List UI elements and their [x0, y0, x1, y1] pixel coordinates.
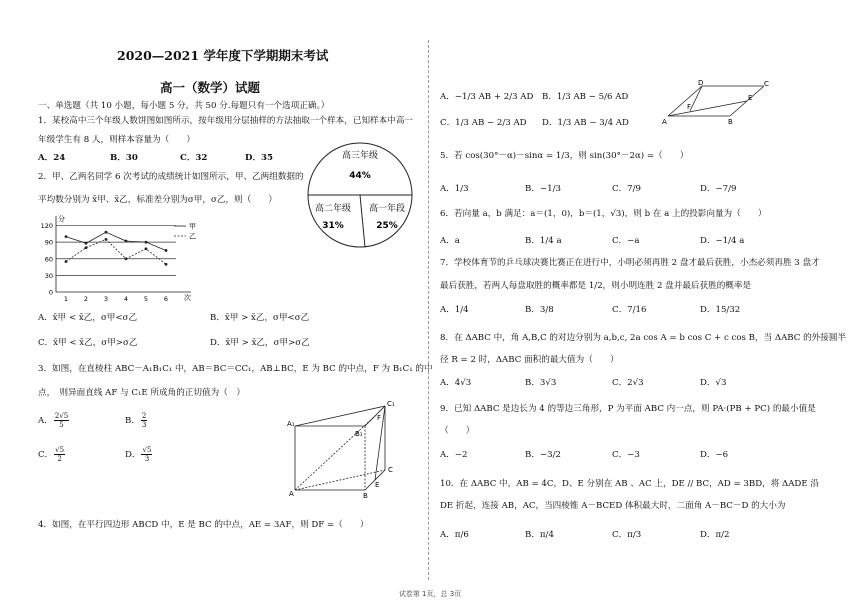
- q6-stem: 6．若向量 a，b 满足：a＝(1，0)，b＝(1，√3)，则 b 在 a 上的投影向量为（ ）: [440, 209, 767, 219]
- q5-stem: 5．若 cos(30°－α)－sinα = 1/3，则 sin(30°－2α) =（ ）: [440, 151, 689, 161]
- q5-option-a: A．1/3: [440, 184, 469, 194]
- svg-text:B: B: [363, 492, 368, 498]
- svg-text:A: A: [662, 118, 667, 126]
- exam-title: 2020—2021 学年度下学期期末考试: [117, 48, 329, 63]
- svg-text:C: C: [388, 466, 393, 474]
- q3-option-d: D． $\frac{√5}{3}$: [125, 446, 152, 463]
- y-tick-label: 30: [44, 271, 53, 280]
- q7-option-b: B．3/8: [525, 305, 554, 315]
- svg-text:F: F: [687, 103, 692, 111]
- pie-label-grade1: 高一年段: [368, 204, 406, 214]
- q2-option-b: B．x̄甲 > x̄乙，σ甲<σ乙: [210, 313, 310, 323]
- q8-option-d: D．√3: [700, 378, 727, 388]
- q4-option-b: B．1/3 AB − 5/6 AD: [542, 92, 629, 102]
- svg-text:C₁: C₁: [387, 400, 395, 408]
- series-point-jia: [65, 235, 68, 238]
- q5-option-c: C．7/9: [612, 184, 641, 194]
- series-point-yi: [85, 246, 88, 249]
- q10-option-c: C．π/3: [612, 530, 642, 540]
- q8-option-c: C．2√3: [612, 378, 644, 388]
- q9-line2: （ ）: [440, 426, 475, 436]
- svg-text:E: E: [375, 481, 380, 489]
- q1-option-c: C．32: [180, 153, 208, 163]
- x-tick-label: 5: [143, 295, 149, 303]
- x-tick-label: 6: [163, 295, 169, 303]
- q6-option-b: B．1/4 a: [525, 236, 562, 246]
- q10-line2: DE 折起，连接 AB，AC，当四棱锥 A－BCED 体积最大时，二面角 A－BC－D 的大小为: [440, 501, 786, 511]
- q1-option-a: A．24: [38, 153, 66, 163]
- q8-line1: 8．在 ΔABC 中，角 A,B,C 的对边分别为 a,b,c, 2a cos A = b cos C + c cos B，当 ΔABC 的外接圆半: [440, 333, 847, 343]
- svg-text:A₁: A₁: [287, 420, 295, 428]
- section-header: 一、单选题（共 10 小题，每小题 5 分，共 50 分.每题只有一个选项正确。）: [38, 101, 330, 111]
- q4-option-c: C．1/3 AB − 2/3 AD: [440, 118, 527, 128]
- q7-line1: 7．学校体育节的乒乓球决赛比赛正在进行中，小明必须再胜 2 盘才最后获胜，小杰必须再胜 3 盘才: [440, 258, 820, 268]
- series-point-jia: [145, 241, 148, 244]
- score-line-chart: [36, 212, 206, 304]
- series-point-yi: [65, 260, 68, 263]
- series-point-yi: [165, 263, 168, 266]
- series-point-yi: [125, 257, 128, 260]
- svg-text:A: A: [289, 490, 294, 498]
- q3-option-b: B． $\frac{2}{3}$: [125, 412, 147, 429]
- q6-option-c: C．−a: [612, 236, 640, 246]
- q4-stem: 4．如图，在平行四边形 ABCD 中，E 是 BC 的中点，AE = 3AF，则 DF =（ ）: [38, 520, 369, 530]
- q2-option-c: C．x̄甲 < x̄乙，σ甲>σ乙: [38, 338, 138, 348]
- pie-chart: [305, 140, 415, 250]
- q7-option-c: C．7/16: [612, 305, 647, 315]
- q5-option-d: D．−7/9: [700, 184, 737, 194]
- q5-option-b: B．−1/3: [525, 184, 561, 194]
- legend-label-yi: 乙: [189, 232, 196, 241]
- svg-text:E: E: [748, 94, 753, 102]
- svg-text:D: D: [698, 79, 704, 87]
- q10-option-b: B．π/4: [525, 530, 554, 540]
- svg-text:F: F: [377, 414, 382, 422]
- q3-option-a: A． $\frac{2√5}{5}$: [38, 412, 69, 429]
- series-point-yi: [145, 247, 148, 250]
- y-tick-label: 90: [44, 238, 53, 247]
- q10-option-d: D．π/2: [700, 530, 730, 540]
- q10-option-a: A．π/6: [440, 530, 469, 540]
- pie-value-grade3: 44%: [349, 171, 371, 181]
- y-axis-label: 分: [58, 215, 65, 223]
- pie-value-grade2: 31%: [322, 221, 344, 231]
- q1-option-b: B．30: [110, 153, 138, 163]
- pie-label-grade3: 高三年级: [341, 151, 379, 161]
- x-tick-label: 1: [63, 295, 69, 303]
- q6-option-a: A．a: [440, 236, 460, 246]
- q2-option-a: A．x̄甲 < x̄乙，σ甲<σ乙: [38, 313, 138, 323]
- q6-option-d: D．−1/4 a: [700, 236, 745, 246]
- q8-line2: 径 R = 2 时，ΔABC 面积的最大值为（ ）: [440, 355, 619, 365]
- x-axis-label: 次: [184, 294, 191, 302]
- legend-label-jia: 甲: [189, 222, 196, 231]
- column-divider: [428, 40, 429, 580]
- q9-option-d: D．−6: [700, 450, 729, 460]
- svg-text:C: C: [764, 80, 769, 88]
- series-line-jia: [66, 232, 166, 250]
- q7-option-d: D．15/32: [700, 305, 741, 315]
- series-point-jia: [165, 249, 168, 252]
- parallelogram-figure: [660, 78, 775, 128]
- q7-line2: 最后获胜，若两人每盘取胜的概率都是 1/2，则小明连胜 2 盘并最后获胜的概率是: [440, 281, 752, 291]
- q9-option-c: C．−3: [612, 450, 640, 460]
- series-point-jia: [85, 242, 88, 245]
- prism-figure: [285, 398, 410, 498]
- y-tick-label: 60: [44, 255, 53, 264]
- q1-line2: 年级学生有 8 人，则样本容量为（ ）: [38, 135, 196, 145]
- q10-line1: 10．在 ΔABC 中，AB = 4C，D、E 分别在 AB 、AC 上，DE // BC，AD = 3BD，将 ΔADE 沿: [440, 479, 819, 489]
- pie-value-grade1: 25%: [376, 221, 398, 231]
- q4-option-a: A．−1/3 AB + 2/3 AD: [440, 92, 534, 102]
- q2-option-d: D．x̄甲 > x̄乙，σ甲>σ乙: [210, 338, 310, 348]
- q9-option-b: B．−3/2: [525, 450, 561, 460]
- exam-subtitle: 高一（数学）试题: [160, 80, 261, 95]
- q1-option-d: D．35: [245, 153, 274, 163]
- q3-line1: 3．如图，在直棱柱 ABC－A₁B₁C₁ 中，AB＝BC＝CC₁，AB⊥BC，E 为 BC 的中点，F 为 B₁C₁ 的中: [38, 364, 433, 374]
- q7-option-a: A．1/4: [440, 305, 469, 315]
- x-tick-label: 2: [83, 295, 89, 303]
- pie-label-grade2: 高二年级: [314, 204, 352, 214]
- q3-option-c: C． $\frac{√5}{2}$: [38, 446, 65, 463]
- y-tick-label: 0: [48, 288, 53, 297]
- svg-text:B₁: B₁: [355, 430, 363, 438]
- q9-line1: 9．已知 ΔABC 是边长为 4 的等边三角形，P 为平面 ABC 内一点，则 PA·(PB + PC) 的最小值是: [440, 404, 816, 414]
- q3-line2: 点， 则异面直线 AF 与 C₁E 所成角的正切值为（ ）: [38, 388, 245, 398]
- series-point-jia: [125, 240, 128, 243]
- q4-option-d: D．1/3 AB − 3/4 AD: [542, 118, 629, 128]
- series-point-jia: [105, 231, 108, 234]
- series-line-yi: [66, 239, 166, 264]
- series-point-yi: [105, 238, 108, 241]
- x-tick-label: 4: [123, 295, 129, 303]
- svg-text:B: B: [728, 118, 733, 126]
- q9-option-a: A．−2: [440, 450, 468, 460]
- page-footer: 试卷第 1页，总 3页: [398, 590, 462, 598]
- q1-line1: 1．某校高中三个年级人数饼图如图所示，按年级用分层抽样的方法抽取一个样本，已知样本中高一: [38, 116, 414, 126]
- y-tick-label: 120: [40, 222, 53, 231]
- q8-option-a: A．4√3: [440, 378, 472, 388]
- q8-option-b: B．3√3: [525, 378, 557, 388]
- x-tick-label: 3: [103, 295, 109, 303]
- q2-line2: 平均数分别为 x̄甲、x̄乙，标准差分别为σ甲，σ乙，则（ ）: [38, 195, 278, 205]
- q2-line1: 2．甲、乙两名同学 6 次考试的成绩统计如图所示，甲、乙两组数据的: [38, 172, 304, 182]
